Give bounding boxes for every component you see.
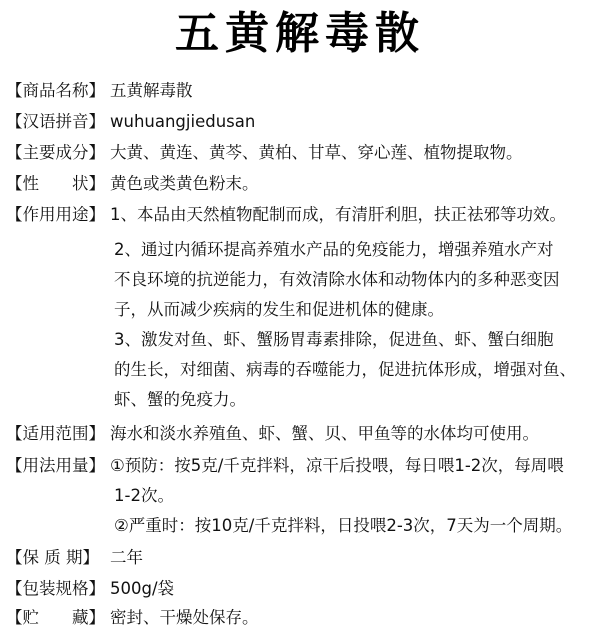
usage-line: 的生长，对细菌、病毒的吞噬能力，促进抗体形成，增强对鱼、 [114, 360, 576, 379]
row-label: 【汉语拼音】 [6, 112, 105, 131]
usage-line: 子，从而减少疾病的发生和促进机体的健康。 [114, 300, 444, 319]
row-label: 【贮 藏】 [6, 608, 105, 627]
usage-paragraph [114, 235, 590, 415]
dosage-line: ②严重时：按10克/千克拌料，日投喂2-3次，7天为一个周期。 [114, 516, 573, 535]
row-value: wuhuangjiedusan [110, 112, 256, 131]
row-value: 1、本品由天然植物配制而成，有清肝利胆，扶正祛邪等功效。 [110, 205, 566, 224]
row-value: 500g/袋 [110, 579, 175, 598]
dosage-line: 1-2次。 [114, 486, 174, 505]
row-value: 密封、干燥处保存。 [110, 608, 259, 627]
row-value: 二年 [110, 548, 143, 567]
row-label: 【保 质 期】 [6, 548, 99, 567]
row-label: 【适用范围】 [6, 424, 105, 443]
usage-line: 不良环境的抗逆能力，有效清除水体和动物体内的多种恶变因 [114, 270, 560, 289]
row-value: 海水和淡水养殖鱼、虾、蟹、贝、甲鱼等的水体均可使用。 [110, 424, 539, 443]
product-title: 五黄解毒散 [175, 8, 425, 59]
row-value: 大黄、黄连、黄芩、黄柏、甘草、穿心莲、植物提取物。 [110, 143, 523, 162]
row-label: 【性 状】 [6, 174, 105, 193]
row-value: 黄色或类黄色粉末。 [110, 174, 259, 193]
usage-line: 3、激发对鱼、虾、蟹肠胃毒素排除，促进鱼、虾、蟹白细胞 [114, 330, 554, 349]
row-value: 五黄解毒散 [110, 81, 193, 100]
row-label: 【商品名称】 [6, 81, 105, 100]
dosage-paragraph [114, 481, 590, 541]
row-label: 【作用用途】 [6, 205, 105, 224]
usage-line: 2、通过内循环提高养殖水产品的免疫能力，增强养殖水产对 [114, 240, 554, 259]
row-value: ①预防：按5克/千克拌料，凉干后投喂，每日喂1-2次，每周喂 [110, 456, 564, 475]
row-label: 【用法用量】 [6, 456, 105, 475]
usage-line: 虾、蟹的免疫力。 [114, 390, 246, 409]
row-label: 【包装规格】 [6, 579, 105, 598]
row-label: 【主要成分】 [6, 143, 105, 162]
